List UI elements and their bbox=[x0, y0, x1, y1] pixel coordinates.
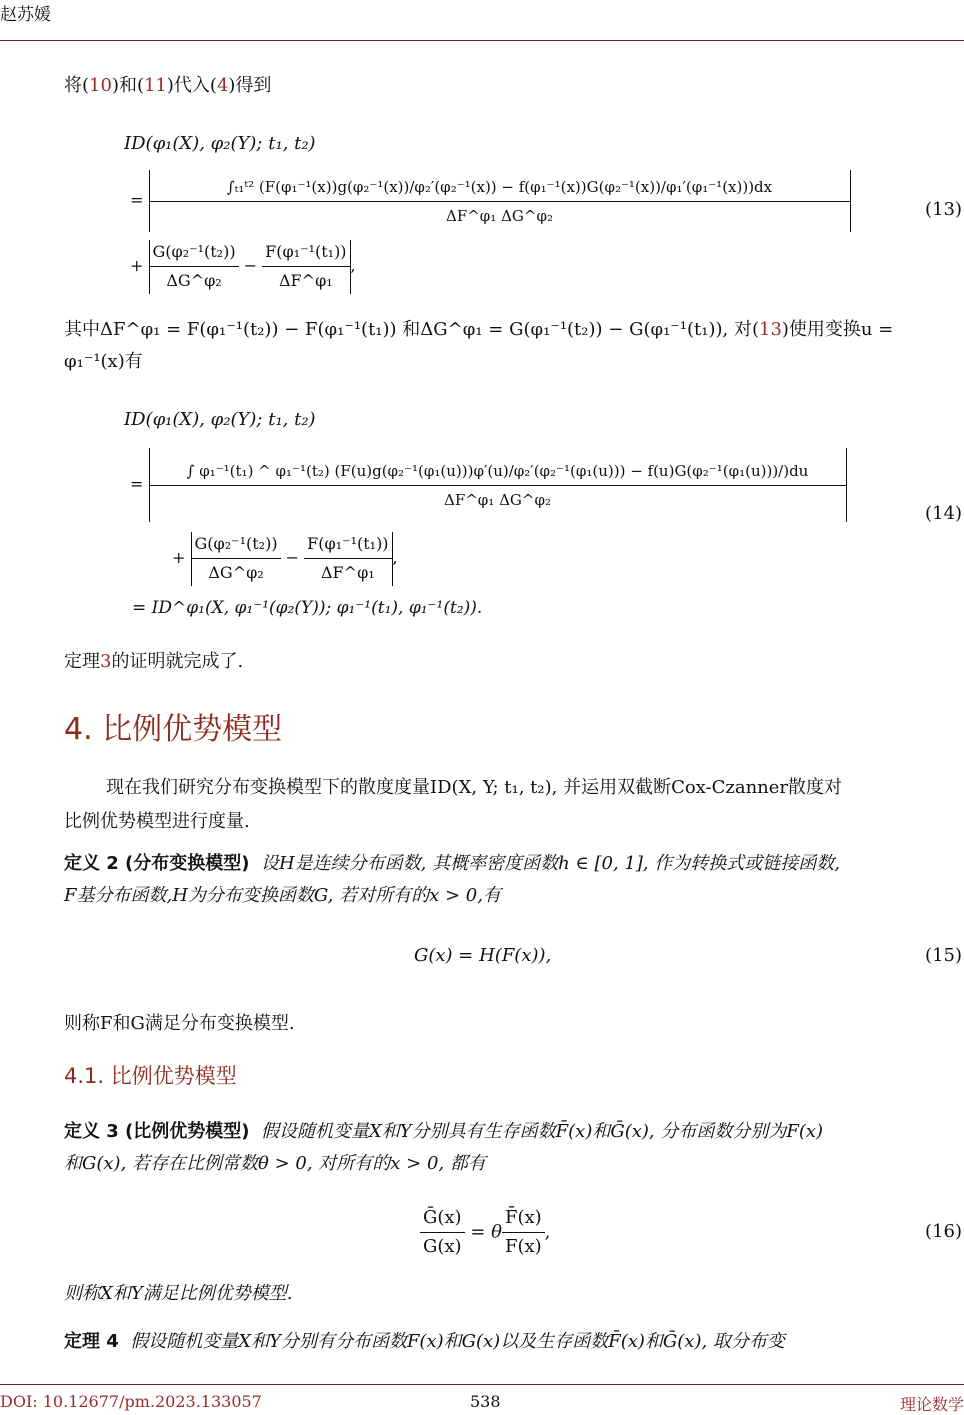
eq15-number: (15) bbox=[925, 945, 962, 966]
thm4-text: 假设随机变量X和Y分别有分布函数F(x)和G(x)以及生存函数F̄(x)和Ḡ(x), 取分布变 bbox=[130, 1331, 785, 1352]
def3-label: 定义 3 (比例优势模型) bbox=[64, 1121, 250, 1142]
thm4-label: 定理 4 bbox=[64, 1331, 119, 1352]
footer-page-number: 538 bbox=[470, 1392, 501, 1411]
eq13-number: (13) bbox=[925, 199, 962, 220]
mid-text: 其中ΔF^φ₁ = F(φ₁⁻¹(t₂)) − F(φ₁⁻¹(t₁)) 和ΔG^φ₁ = G(φ₁⁻¹(t₂)) − G(φ₁⁻¹(t₁)), 对( bbox=[64, 319, 759, 340]
proof-text: 的证明就完成了. bbox=[111, 651, 244, 672]
eq14-term-f: $\frac{\text{F(φ₁⁻¹(t₁))}}{\text{ΔF\textasciicircum{}φ₁}}$ bbox=[304, 530, 391, 587]
section-4-title: 4. 比例优势模型 bbox=[64, 712, 283, 747]
eq14-line2: + $\frac{\text{G(φ₂⁻¹(t₂))}}{\text{ΔG\textasciicircum{}φ₂}}$ − $\frac{\text{F(φ₁⁻¹(t₁))}}{\text{ΔF\textasciicircum{}φ₁}}$ , bbox=[172, 530, 398, 587]
eq16-right-fraction: $\frac{F̄(x)}{F(x)}$ bbox=[502, 1204, 545, 1261]
def2-text: 设H是连续分布函数, 其概率密度函数h ∈ [0, 1], 作为转换式或链接函数, bbox=[260, 853, 841, 874]
eq14-line1: = ∫ φ₁⁻¹(t₁) ^ φ₁⁻¹(t₂) (F(u)g(φ₂⁻¹(φ₁(u)))φ′(u)/φ₂′(φ₂⁻¹(φ₁(u))) − f(u)G(φ₂⁻¹(φ₁(u)))/)du ΔF^φ₁ ΔG^φ₂ bbox=[130, 448, 847, 522]
eq14-line3: = ID^φ₁(X, φ₁⁻¹(φ₂(Y)); φ₁⁻¹(t₁), φ₁⁻¹(t₂)). bbox=[132, 598, 483, 618]
def2-after: 则称F和G满足分布变换模型. bbox=[64, 1013, 295, 1034]
eq13-line2: + $\frac{\text{G(φ₂⁻¹(t₂))}}{\text{ΔG\textasciicircum{}φ₂}}$ − $\frac{\text{F(φ₁⁻¹(t₁))}}{\text{ΔF\textasciicircum{}φ₁}}$ , bbox=[130, 238, 356, 295]
intro-text: 将( bbox=[64, 75, 90, 96]
proof-end bbox=[64, 648, 243, 676]
def2-label: 定义 2 (分布变换模型) bbox=[64, 853, 250, 874]
eq14-lhs: ID(φ₁(X), φ₂(Y); t₁, t₂) bbox=[124, 409, 316, 430]
eq15: G(x) = H(F(x)), bbox=[414, 945, 552, 966]
ref-eq-13[interactable]: 13 bbox=[759, 319, 782, 340]
ref-theorem-3[interactable]: 3 bbox=[100, 651, 112, 672]
def3-line1 bbox=[64, 1118, 823, 1146]
abs-bar-right bbox=[350, 240, 351, 294]
footer-rule bbox=[0, 1384, 964, 1385]
intro-line bbox=[64, 72, 271, 100]
intro-text: )得到 bbox=[228, 75, 272, 96]
abs-bar-right bbox=[846, 448, 847, 522]
eq14-fraction: ∫ φ₁⁻¹(t₁) ^ φ₁⁻¹(t₂) (F(u)g(φ₂⁻¹(φ₁(u)))φ′(u)/φ₂′(φ₂⁻¹(φ₁(u))) − f(u)G(φ₂⁻¹(φ₁(u)))/)du ΔF^φ₁ ΔG^φ₂ bbox=[150, 457, 846, 514]
eq14-number: (14) bbox=[925, 503, 962, 524]
intro-text: )代入( bbox=[166, 75, 217, 96]
mid-line-2: φ₁⁻¹(x)有 bbox=[64, 351, 143, 372]
mid-line-1 bbox=[64, 316, 893, 344]
para4-line1: 现在我们研究分布变换模型下的散度度量ID(X, Y; t₁, t₂), 并运用双截断Cox-Czanner散度对 bbox=[106, 777, 843, 798]
def3-text: 假设随机变量X和Y分别具有生存函数F̄(x)和Ḡ(x), 分布函数分别为F(x) bbox=[260, 1121, 824, 1142]
proof-text: 定理 bbox=[64, 651, 100, 672]
eq13-term-g: $\frac{\text{G(φ₂⁻¹(t₂))}}{\text{ΔG\textasciicircum{}φ₂}}$ bbox=[150, 238, 239, 295]
def3-line2: 和G(x), 若存在比例常数θ > 0, 对所有的x > 0, 都有 bbox=[64, 1153, 486, 1174]
def2-line1 bbox=[64, 850, 840, 878]
footer-doi-link[interactable]: DOI: 10.12677/pm.2023.133057 bbox=[0, 1392, 262, 1411]
eq13-line1: = ∫ₜ₁ᵗ² (F(φ₁⁻¹(x))g(φ₂⁻¹(x))/φ₂′(φ₂⁻¹(x)) − f(φ₁⁻¹(x))G(φ₂⁻¹(x))/φ₁′(φ₁⁻¹(x)))dx ΔF^φ₁ ΔG^φ₂ bbox=[130, 170, 851, 232]
ref-eq-4[interactable]: 4 bbox=[216, 75, 229, 96]
section-4-1-title: 4.1. 比例优势模型 bbox=[64, 1064, 237, 1088]
para4-line2: 比例优势模型进行度量. bbox=[64, 811, 250, 832]
eq13-fraction: ∫ₜ₁ᵗ² (F(φ₁⁻¹(x))g(φ₂⁻¹(x))/φ₂′(φ₂⁻¹(x)) − f(φ₁⁻¹(x))G(φ₂⁻¹(x))/φ₁′(φ₁⁻¹(x)))dx ΔF^φ₁ ΔG^φ₂ bbox=[150, 173, 850, 230]
abs-bar-right bbox=[850, 170, 851, 232]
mid-text: )使用变换u = bbox=[781, 319, 894, 340]
intro-text: )和( bbox=[111, 75, 144, 96]
thm4-line bbox=[64, 1328, 785, 1356]
eq14-term-g: $\frac{\text{G(φ₂⁻¹(t₂))}}{\text{ΔG\textasciicircum{}φ₂}}$ bbox=[192, 530, 281, 587]
eq13-lhs: ID(φ₁(X), φ₂(Y); t₁, t₂) bbox=[124, 133, 316, 154]
abs-bar-right bbox=[392, 532, 393, 586]
def3-after: 则称X和Y满足比例优势模型. bbox=[64, 1283, 293, 1304]
eq13-term-f: $\frac{\text{F(φ₁⁻¹(t₁))}}{\text{ΔF\textasciicircum{}φ₁}}$ bbox=[262, 238, 349, 295]
ref-eq-11[interactable]: 11 bbox=[143, 75, 167, 96]
ref-eq-10[interactable]: 10 bbox=[89, 75, 112, 96]
header-rule bbox=[0, 40, 964, 41]
footer-journal-name: 理论数学 bbox=[899, 1395, 964, 1414]
page-header-author: 赵苏媛 bbox=[0, 5, 51, 25]
def2-line2: F基分布函数,H为分布变换函数G, 若对所有的x > 0,有 bbox=[64, 885, 501, 906]
eq16-left-fraction: $\frac{\text{Ḡ(x)}}{G(x)}$ bbox=[420, 1204, 465, 1261]
eq16: $\frac{\text{Ḡ(x)}}{G(x)}$ = θ $\frac{F̄(x)}{F(x)}$ , bbox=[420, 1204, 550, 1261]
eq16-number: (16) bbox=[925, 1221, 962, 1242]
